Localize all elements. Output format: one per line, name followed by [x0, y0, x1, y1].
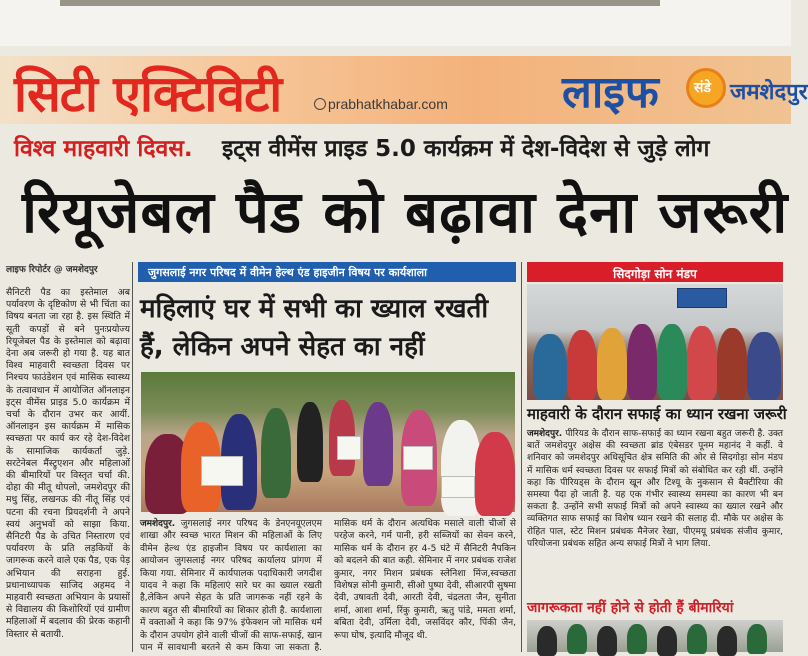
middle-kicker-text: जुगसलाई नगर परिषद में वीमेन हेल्थ एंड हाइजीन विषय पर कार्यशाला	[148, 266, 427, 279]
column-divider	[132, 262, 133, 652]
middle-story-kicker	[138, 262, 516, 282]
right-body-copy: पीरियड के दौरान साफ-सफाई का ध्यान रखना बहुत जरूरी है. उक्त बातें जमशेदपुर अक्षेस की स्वच्छता ब्रांड एंबेसडर पूनम महानंद ने कहीं. वे शनिवार को जमशेदपुर अधिसूचित क्षेत्र समिति की ओर से सिदगोड़ा सोन मंडप में मासिक धर्म स्वच्छता दिवस पर सफाई मित्रों को संबोधित कर रही थीं. उन्होंने कहा कि पीरियड्स के दौरान खून और टिश्यू के नुकसान से बैक्टीरिया की समस्या पैदा हो जाती है. यह एक गंभीर स्वास्थ्य समस्या का कारण भी बन सकता है. उन्होंने सभी सफाई मित्रों को अपने स्वास्थ्य का ख्याल रखने और व्यक्तिगत साफ सफाई का विशेष ध्यान रखने की सलाह दी. मौके पर अक्षेस के रोहित पाल, स्टेट मिशन प्रबंधक मैनेजर रेखा, पीएमयू प्रबंधक संजीव कुमार, परियोजना प्रबंधक सहित अन्य सफाई मित्रों ने भाग लिया.	[527, 429, 783, 549]
section-title: सिटी एक्टिविटी	[14, 65, 282, 123]
right-story-body	[527, 428, 783, 596]
second-headline-text: जागरूकता नहीं होने से होती हैं बीमारियां	[527, 600, 734, 616]
students-photo	[527, 620, 783, 652]
kicker-text: इट्स वीमेंस प्राइड 5.0 कार्यक्रम में देश-विदेश से जुड़े लोग	[222, 136, 710, 162]
left-story-column	[6, 262, 130, 652]
right-kicker-text: सिदगोड़ा सोन मंडप	[613, 267, 697, 281]
top-page-strip	[0, 0, 791, 46]
section-banner	[0, 56, 808, 124]
middle-body-copy: जुगसलाई नगर परिषद के डेनएनयूएलएम शाखा और स्वच्छ भारत मिशन की महिलाओं के लिए वीमेन हेल्थ एंड हाइजीन विषय पर कार्यशाला का आयोजन जुगसलाई नगर परिषद कार्यालय प्रांगण में किया गया. सेमिनार में कार्यपालक पदाधिकारी जगदीश यादव ने कहा कि महिलाएं सारे घर का ख्याल रखती है,लेकिन अपने सेहत के प्रति जागरूक नहीं रहने के कारण बहुत सी बीमारियों का शिकार होती है. कार्यशाला में वक्ताओं ने कहा कि 97% इंफेक्शन जो मासिक धर्म के दौरान उपयोग होने वाली चीजों की साफ-सफाई, खान पान में सावधानी बरतने से कम किया जा सकता है. मासिक धर्म के दौरान अत्यधिक मसाले वाली चीजों से परहेज करने, गर्म पानी, हरी सब्जियों का सेवन करने, मासिक धर्म के दौरान हर 4-5 घंटे में सैनिटरी नैपकिन को बदलने की बात कही. सेमिनार में नगर प्रबंधक राजेश कुमार, नगर मिशन प्रबंधक स्लेनिशा मिंज,स्वच्छता विशेषज्ञ सोनी कुमारी, सीओ पुष्पा देवी, सीआरपी सुषमा देवी, उषावती देवी, आरती देवी, चंद्रलता जैन, सुनीता शर्मा, आशा शर्मा, रिंकु कुमारी, ऋतु पांडे, ममता शर्मा, बबिता देवी, उर्मिला देवी, जसविंदर कौर, पिंकी जैन, रूपा घोष, इत्यादि मौजूद थी.	[140, 519, 516, 654]
kicker-red-label: विश्व माहवारी दिवस.	[14, 136, 193, 162]
kicker-line	[0, 128, 791, 166]
headline-text: रियूजेबल पैड को बढ़ावा देना जरूरी	[22, 178, 789, 246]
city-label: जमशेदपुर	[730, 80, 808, 105]
second-story-headline	[527, 598, 783, 620]
website-url	[314, 96, 448, 112]
right-dateline: जमशेदपुर.	[527, 429, 563, 439]
globe-icon	[314, 98, 326, 110]
right-body-text	[527, 428, 783, 550]
middle-headline-text: महिलाएं घर में सभी का ख्याल रखती हैं, लेकिन अपने सेहत का नहीं	[140, 294, 489, 362]
middle-story-body	[140, 518, 516, 652]
middle-story-headline	[140, 290, 516, 370]
life-logo: लाइफ	[562, 67, 659, 118]
website-text: prabhatkhabar.com	[328, 96, 448, 112]
middle-body-text	[140, 518, 516, 654]
right-story-headline	[527, 404, 787, 426]
right-story-kicker	[527, 262, 783, 282]
workshop-photo	[141, 372, 515, 512]
previous-photo-edge	[60, 0, 660, 6]
main-headline	[0, 168, 791, 252]
right-headline-text: माहवारी के दौरान सफाई का ध्यान रखना जरूरी	[527, 405, 787, 423]
middle-dateline: जमशेदपुर.	[140, 519, 176, 529]
left-story-body: सैनिटरी पैड का इस्तेमाल अब पर्यावरण के दृष्टिकोण से भी चिंता का विषय बनता जा रहा है. इस स्थिति में सूती कपड़ों से बने पुनःप्रयोज्य रियूजेबल पैड के इस्तेमाल को बढ़ावा देना अब जरूरी हो गया है. यह बात विश्व माहवारी स्वच्छता दिवस पर निश्चय फाउंडेशन एवं मासिक स्वास्थ्य के तत्वावधान में आयोजित ऑनलाइन इट्स वीमेंस प्राइड 5.0 कार्यक्रम में चर्चा के दौरान उभर कर आयीं. ऑनलाइन इस कार्यक्रम में मासिक स्वच्छता पर कार्य कर रहे देश-विदेश के सामाजिक कार्यकर्ता जुड़े. सरटेनेबल मैंस्ट्रुएशन और महिलाओं की बीमारियों पर विस्तृत चर्चा की. दोहा की मीतू धोपलो, जमशेदपुर की मधु सिंह, लखनऊ की नीतू सिंह एवं पटना की रचना प्रियदर्शनी ने अपने स्वयं अनुभवों को साझा किया. सैनिटरी पैड के उचित निस्तारण एवं पर्यावरण के प्रति लड़कियों के जागरूक करने वाले एक पैड, एक पेड़ अभियान की सराहना हुई. प्रधानाध्यापक साजिद अहमद ने माहवारी स्वच्छता अभियान के प्रयासों से विद्यालय की किशोरियों एवं ग्रामीण महिलाओं में बदलाव की प्रेरक कहानी विस्तार से बतायी.	[6, 287, 130, 640]
byline: लाइफ रिपोर्टर @ जमशेदपुर	[6, 265, 98, 275]
column-divider	[521, 262, 522, 652]
sanitation-workers-photo	[527, 284, 783, 400]
sunday-label: संडे	[694, 80, 711, 96]
